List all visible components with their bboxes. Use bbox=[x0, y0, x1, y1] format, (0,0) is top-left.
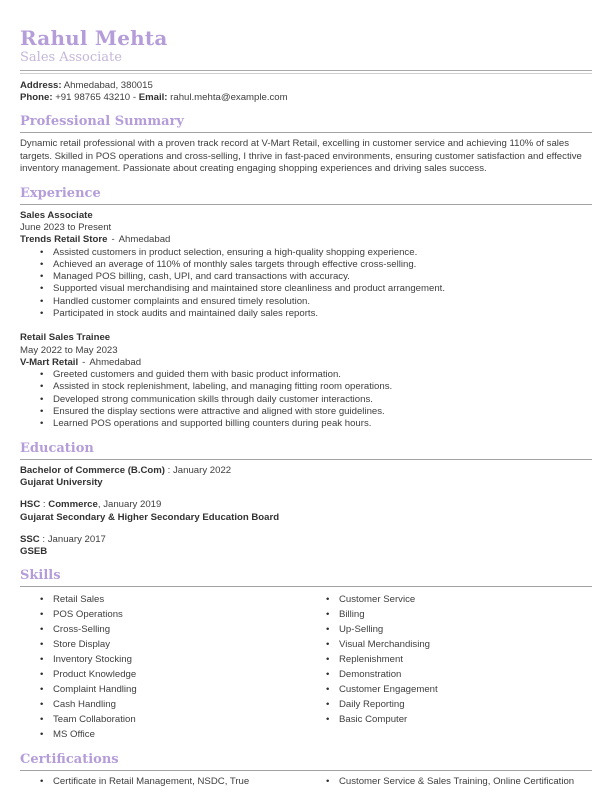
skills-columns bbox=[20, 592, 592, 742]
job-company: V-Mart Retail bbox=[20, 356, 79, 368]
skill-item: • Customer Service bbox=[306, 592, 592, 607]
experience-job bbox=[20, 210, 592, 321]
education-degree-line bbox=[20, 534, 592, 546]
degree-date: , January 2019 bbox=[97, 499, 162, 511]
education-institution: Gujarat Secondary & Higher Secondary Education Board bbox=[20, 511, 280, 523]
skill-item: • Replenishment bbox=[306, 652, 592, 667]
bullet-item: • Managed POS billing, cash, UPI, and card transactions with accuracy. bbox=[20, 271, 592, 283]
candidate-name: Rahul Mehta bbox=[20, 26, 168, 50]
job-location-separator: - bbox=[111, 234, 115, 246]
skill-item: • MS Office bbox=[20, 727, 306, 742]
job-location: Ahmedabad bbox=[118, 234, 171, 246]
experience-job bbox=[20, 332, 592, 430]
degree-separator: : bbox=[40, 499, 49, 511]
contact-separator: - bbox=[132, 92, 137, 104]
contact-address-line bbox=[20, 80, 592, 92]
skill-item: • Demonstration bbox=[306, 667, 592, 682]
summary-text: Dynamic retail professional with a proven track record at V-Mart Retail, excelling in customer service and achieving 110% of sales targets. Skilled in POS operations and cross-selling, I thrive in fast-paced environments, ensuring customer satisfaction and effective inventory management. Passionate about creating engaging shopping experiences and driving sales success. bbox=[20, 138, 582, 175]
education-entry bbox=[20, 465, 592, 490]
job-dates: May 2022 to May 2023 bbox=[20, 344, 118, 356]
skill-item: • Daily Reporting bbox=[306, 697, 592, 712]
skill-item: • Cross-Selling bbox=[20, 622, 306, 637]
job-company-line bbox=[20, 357, 592, 369]
email-label: Email: bbox=[138, 92, 168, 104]
phone-value: +91 98765 43210 bbox=[55, 92, 131, 104]
section-education bbox=[20, 442, 592, 559]
skill-item: • Inventory Stocking bbox=[20, 652, 306, 667]
skill-item: • POS Operations bbox=[20, 607, 306, 622]
candidate-job-title: Sales Associate bbox=[20, 50, 122, 65]
education-degree-line bbox=[20, 499, 592, 511]
certifications-heading: Certifications bbox=[20, 753, 592, 771]
education-entry bbox=[20, 534, 592, 559]
degree-major: Commerce bbox=[48, 499, 98, 511]
degree-date: : January 2022 bbox=[165, 464, 232, 476]
job-location-separator: - bbox=[82, 356, 86, 368]
resume-header bbox=[20, 27, 592, 104]
certification-item: • Customer Service & Sales Training, Online Certification bbox=[306, 776, 592, 788]
skill-item: • Store Display bbox=[20, 637, 306, 652]
education-institution: GSEB bbox=[20, 546, 48, 558]
certifications-list bbox=[306, 776, 592, 788]
section-skills bbox=[20, 569, 592, 742]
job-bullet-list bbox=[20, 247, 592, 321]
summary-heading: Professional Summary bbox=[20, 115, 592, 133]
bullet-item: • Assisted in stock replenishment, labeling, and managing fitting room operations. bbox=[20, 381, 592, 393]
degree-date: : January 2017 bbox=[39, 533, 106, 545]
section-experience bbox=[20, 187, 592, 431]
skill-item: • Product Knowledge bbox=[20, 667, 306, 682]
address-label: Address: bbox=[20, 80, 62, 91]
education-degree-line bbox=[20, 465, 592, 477]
skill-item: • Customer Engagement bbox=[306, 682, 592, 697]
section-certifications bbox=[20, 753, 592, 788]
section-professional-summary bbox=[20, 115, 592, 175]
certifications-list bbox=[20, 776, 306, 788]
skill-item: • Cash Handling bbox=[20, 697, 306, 712]
email-value: rahul.mehta@example.com bbox=[170, 92, 288, 104]
skill-item: • Complaint Handling bbox=[20, 682, 306, 697]
bullet-item: • Participated in stock audits and maintained daily sales reports. bbox=[20, 308, 592, 320]
job-title: Retail Sales Trainee bbox=[20, 332, 111, 344]
skill-item: • Visual Merchandising bbox=[306, 637, 592, 652]
skill-item: • Retail Sales bbox=[20, 592, 306, 607]
bullet-item: • Assisted customers in product selection, ensuring a high-quality shopping experience. bbox=[20, 247, 592, 259]
education-entry bbox=[20, 499, 592, 524]
skills-heading: Skills bbox=[20, 569, 592, 587]
header-divider bbox=[20, 70, 592, 74]
job-company-line bbox=[20, 234, 592, 246]
skill-item: • Billing bbox=[306, 607, 592, 622]
bullet-item: • Greeted customers and guided them with basic product information. bbox=[20, 369, 592, 381]
certifications-column-left bbox=[20, 776, 306, 788]
skill-item: • Basic Computer bbox=[306, 712, 592, 727]
degree-name: HSC bbox=[20, 499, 41, 511]
skills-list bbox=[306, 592, 592, 727]
bullet-item: • Ensured the display sections were attractive and aligned with store guidelines. bbox=[20, 406, 592, 418]
job-location: Ahmedabad bbox=[89, 356, 142, 368]
certifications-columns bbox=[20, 776, 592, 788]
skills-column-right bbox=[306, 592, 592, 742]
job-company: Trends Retail Store bbox=[20, 234, 108, 246]
education-heading: Education bbox=[20, 442, 592, 460]
certification-item: • Certificate in Retail Management, NSDC, True bbox=[20, 776, 306, 788]
skill-item: • Team Collaboration bbox=[20, 712, 306, 727]
job-dates: June 2023 to Present bbox=[20, 221, 112, 233]
education-institution: Gujarat University bbox=[20, 476, 103, 488]
skills-column-left bbox=[20, 592, 306, 742]
phone-label: Phone: bbox=[20, 92, 53, 104]
job-bullet-list bbox=[20, 369, 592, 430]
degree-name: SSC bbox=[20, 533, 40, 545]
address-value: Ahmedabad, 380015 bbox=[63, 80, 153, 91]
degree-name: Bachelor of Commerce (B.Com) bbox=[20, 464, 165, 476]
experience-heading: Experience bbox=[20, 187, 592, 205]
contact-phone-email-line bbox=[20, 92, 592, 104]
skill-item: • Up-Selling bbox=[306, 622, 592, 637]
bullet-item: • Developed strong communication skills through daily customer interactions. bbox=[20, 394, 592, 406]
bullet-item: • Handled customer complaints and ensured timely resolution. bbox=[20, 296, 592, 308]
bullet-item: • Learned POS operations and supported billing counters during peak hours. bbox=[20, 418, 592, 430]
job-title: Sales Associate bbox=[20, 209, 93, 221]
skills-list bbox=[20, 592, 306, 742]
bullet-item: • Achieved an average of 110% of monthly sales targets through effective cross-selling. bbox=[20, 259, 592, 271]
certifications-column-right bbox=[306, 776, 592, 788]
bullet-item: • Supported visual merchandising and maintained store cleanliness and product arrangement. bbox=[20, 283, 592, 295]
contact-info bbox=[20, 80, 592, 104]
